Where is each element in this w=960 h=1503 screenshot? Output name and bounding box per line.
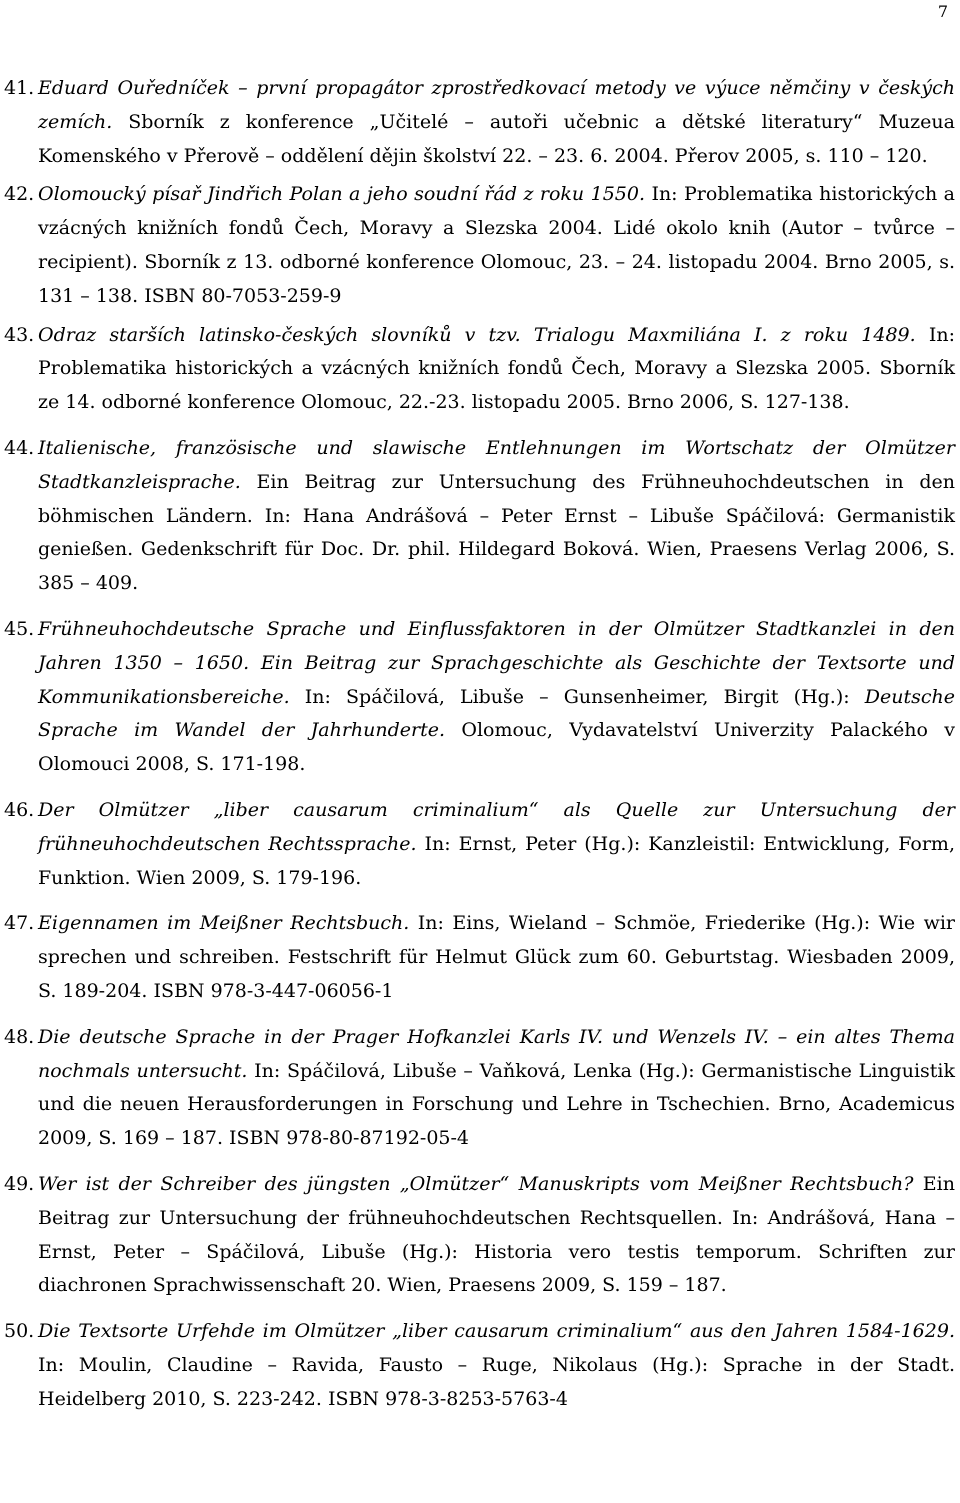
entry-source: In: Spáčilová, Libuše – Vaňková, Lenka (Hg.): Germanistische Linguistik und die neuen Herausforderungen in Forschung und Lehre in Tschechien. Brno, Academicus 2009, S. 169 – 187. ISBN 978-80-87192-05-4 [38,1059,955,1150]
entry-number: 45. [4,617,35,640]
entry-publisher: Olomouc, Vydavatelství Univerzity Palackého v Olomouci 2008, S. 171-198. [38,719,955,776]
entry-source: In: Problematika historických a vzácných knižních fondů Čech, Moravy a Slezska 2004. Lidé okolo knih (Autor – tvůrce – recipient). Sborník z 13. odborné konference Olomouc, 23. – 24. listopadu 2004. Brno 2005, s. 131 – 138. ISBN 80-7053-259-9 [38,183,955,307]
bibliography-entry-41 [4,72,955,173]
bibliography-entry-43 [4,319,955,420]
entry-number: 50. [4,1320,35,1343]
entry-title: Olomoucký písař Jindřich Polan a jeho soudní řád z roku 1550. [38,183,645,206]
bibliography-entry-45 [4,613,955,782]
bibliography-entry-50 [4,1315,955,1416]
entry-title: Eigennamen im Meißner Rechtsbuch. [38,912,410,935]
bibliography-entry-42 [4,178,955,313]
entry-number: 49. [4,1172,35,1195]
entry-number: 48. [4,1025,35,1048]
entry-title: Die deutsche Sprache in der Prager Hofkanzlei Karls IV. und Wenzels IV. – ein altes Thema nochmals untersucht. [38,1025,955,1082]
entry-title: Italienische, französische und slawische Entlehnungen im Wortschatz der Olmützer Stadtkanzleisprache. [38,436,955,493]
entry-title: Odraz starších latinsko-českých slovníků v tzv. Trialogu Maxmiliána I. z roku 1489. [38,323,916,346]
entry-source: In: Ernst, Peter (Hg.): Kanzleistil: Entwicklung, Form, Funktion. Wien 2009, S. 179-196. [38,832,955,889]
bibliography-entry-48 [4,1021,955,1156]
entry-number: 46. [4,798,35,821]
bibliography-entry-44 [4,432,955,601]
bibliography-entry-49 [4,1168,955,1303]
entry-title: Frühneuhochdeutsche Sprache und Einflussfaktoren in der Olmützer Stadtkanzlei in den Jahren 1350 – 1650. Ein Beitrag zur Sprachgeschichte als Geschichte der Textsorte und Kommunikationsbereiche. [38,617,955,708]
entry-source: In: Eins, Wieland – Schmöe, Friederike (Hg.): Wie wir sprechen und schreiben. Festschrift für Helmut Glück zum 60. Geburtstag. Wiesbaden 2009, S. 189-204. ISBN 978-3-447-06056-1 [38,912,955,1002]
entry-book-title: Deutsche Sprache im Wandel der Jahrhunderte. [38,685,955,742]
entry-number: 44. [4,436,35,459]
entry-source: In: Spáčilová, Libuše – Gunsenheimer, Birgit (Hg.): [289,685,865,708]
entry-source: Sborník z konference „Učitelé – autoři učebnic a dětské literatury“ Muzeua Komenského v Přerově – oddělení dějin školství 22. – 23. 6. 2004. Přerov 2005, s. 110 – 120. [38,110,955,167]
page-number: 7 [937,2,948,21]
entry-title: Der Olmützer „liber causarum criminalium“ als Quelle zur Untersuchung der frühneuhochdeutschen Rechtssprache. [38,798,955,855]
entry-number: 41. [4,77,35,99]
entry-source: Ein Beitrag zur Untersuchung der frühneuhochdeutschen Rechtsquellen. In: Andrášová, Hana – Ernst, Peter – Spáčilová, Libuše (Hg.): Historia vero testis temporum. Schriften zur diachronen Sprachwissenschaft 20. Wien, Praesens 2009, S. 159 – 187. [38,1172,955,1297]
entry-title: Die Textsorte Urfehde im Olmützer „liber causarum criminalium“ aus den Jahren 1584-1629. [38,1320,955,1343]
entry-number: 47. [4,912,35,935]
bibliography-entry-46 [4,794,955,895]
entry-source: Ein Beitrag zur Untersuchung des Frühneuhochdeutschen in den böhmischen Ländern. In: Hana Andrášová – Peter Ernst – Libuše Spáčilová: Germanistik genießen. Gedenkschrift für Doc. Dr. phil. Hildegard Boková. Wien, Praesens Verlag 2006, S. 385 – 409. [38,470,955,595]
entry-source: In: Problematika historických a vzácných knižních fondů Čech, Moravy a Slezska 2005. Sborník ze 14. odborné konference Olomouc, 22.-23. listopadu 2005. Brno 2006, S. 127-138. [38,323,955,414]
entry-number: 42. [4,183,35,206]
entry-number: 43. [4,323,35,346]
bibliography-entry-47 [4,907,955,1008]
entry-source: In: Moulin, Claudine – Ravida, Fausto – Ruge, Nikolaus (Hg.): Sprache in der Stadt. Heidelberg 2010, S. 223-242. ISBN 978-3-8253-5763-4 [38,1353,955,1410]
entry-title: Eduard Ouředníček – první propagátor zprostředkovací metody ve výuce němčiny v českých zemích. [38,77,955,133]
entry-title: Wer ist der Schreiber des jüngsten „Olmützer“ Manuskripts vom Meißner Rechtsbuch? [38,1172,914,1195]
bibliography-list [0,72,960,1416]
